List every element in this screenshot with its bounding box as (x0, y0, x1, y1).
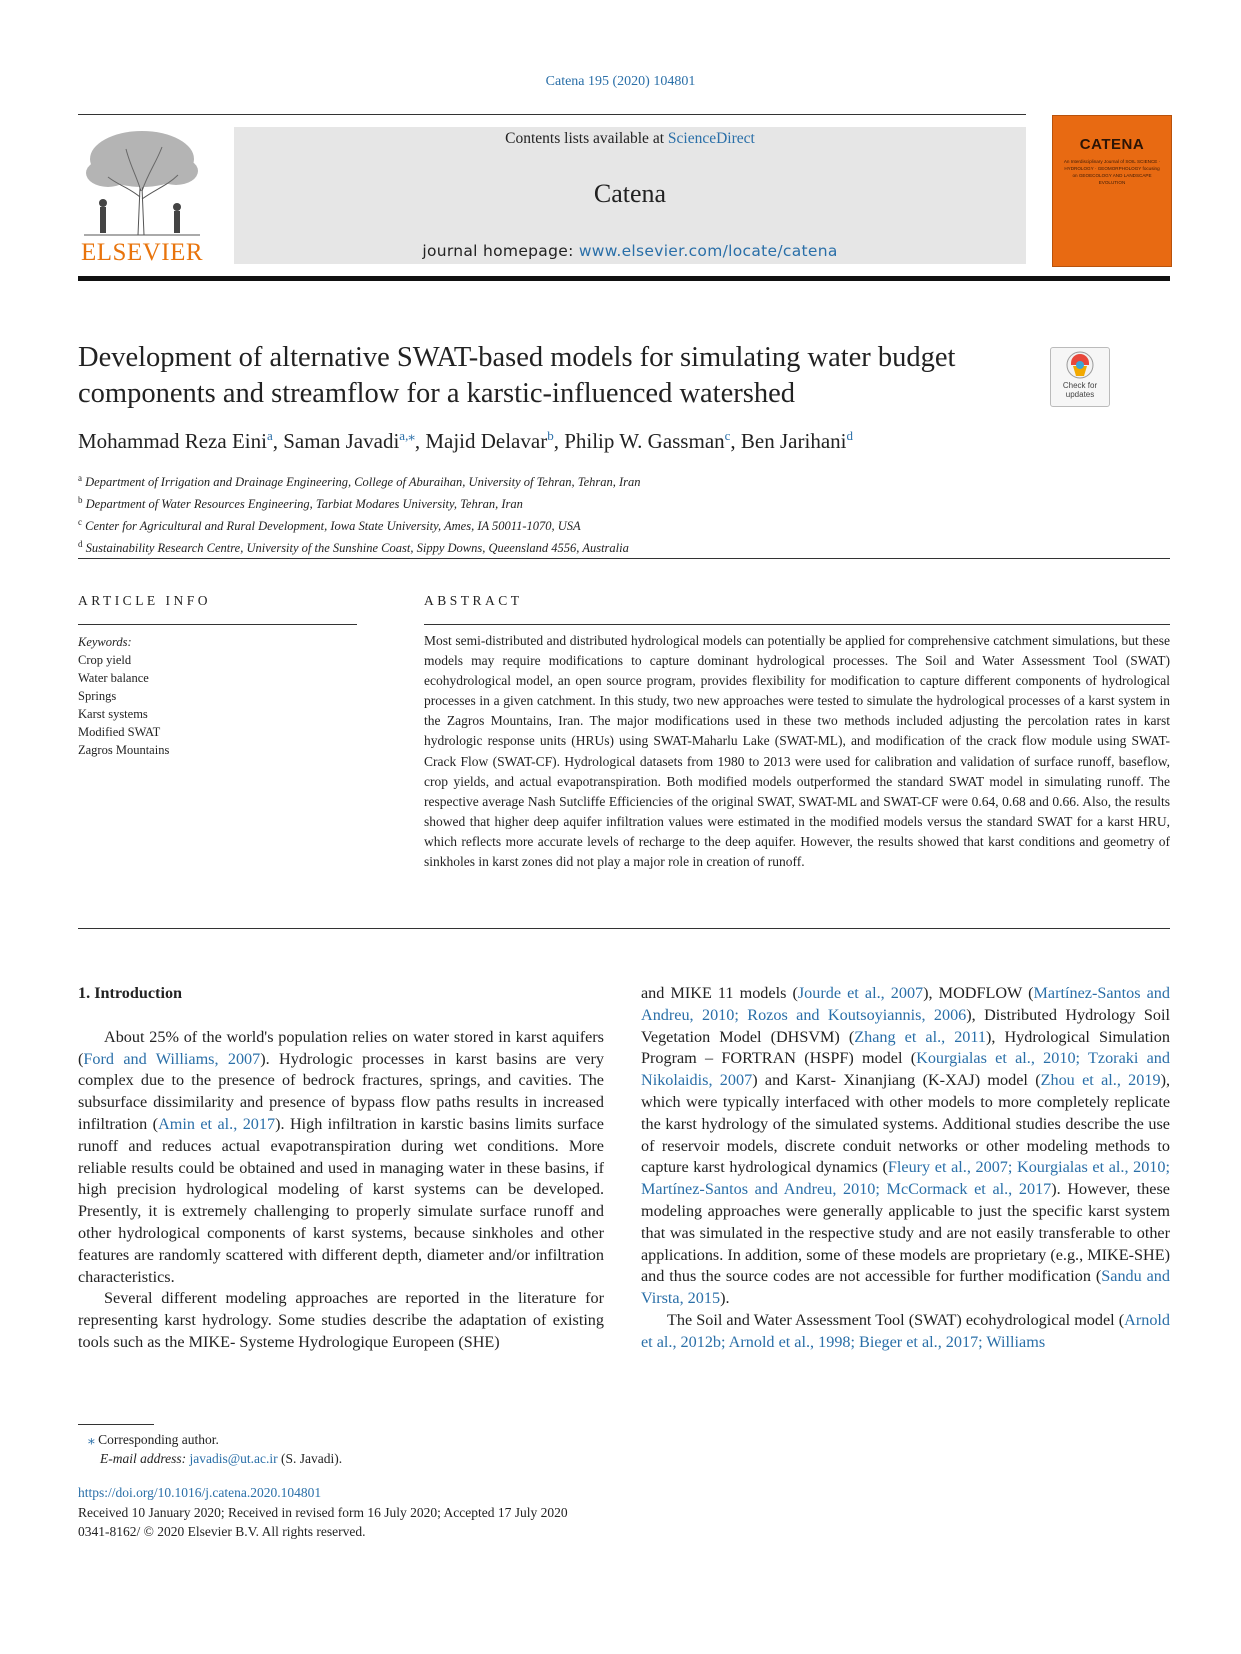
citation-link[interactable]: Fleury et al., 2007; Kourgialas et al., 2010; Martínez-Santos and Andreu, 2010; McCormack et al., 2017 (641, 1158, 1170, 1199)
journal-cover-thumbnail[interactable] (1052, 115, 1172, 267)
keywords-label: Keywords: (78, 635, 132, 649)
footnote-line (78, 1430, 678, 1449)
crossmark-label: Check for updates (1062, 381, 1098, 399)
sciencedirect-link[interactable]: ScienceDirect (667, 130, 755, 147)
citation-link[interactable]: Amin et al., 2017 (158, 1114, 276, 1133)
affiliation-key: d (78, 539, 83, 550)
corresponding-author-footnote (78, 1430, 678, 1468)
citation-link[interactable]: Martínez-Santos and Andreu, 2010; Rozos and Koutsoyiannis, 2006 (641, 984, 1170, 1024)
author[interactable] (425, 429, 553, 453)
footnote-mark: ⁎ (88, 1432, 95, 1447)
footnote-email-line (78, 1449, 678, 1468)
affiliation-key: c (78, 517, 82, 528)
article-history: Received 10 January 2020; Received in revised form 16 July 2020; Accepted 17 July 2020 (78, 1504, 568, 1520)
citation-link[interactable]: Kourgialas et al., 2010; Tzoraki and Nikolaidis, 2007 (641, 1049, 1170, 1090)
crossmark-icon (1051, 348, 1109, 382)
affiliation-text: Department of Water Resources Engineering, Tarbiat Modares University, Tehran, Iran (85, 497, 523, 512)
paragraph-text: About 25% of the world's population relies on water stored in karst aquifers ( (78, 1027, 604, 1068)
author[interactable] (78, 429, 273, 453)
keyword: Crop yield (78, 653, 132, 667)
check-for-updates-badge[interactable] (1050, 347, 1110, 407)
author-affiliation-mark[interactable]: d (846, 428, 853, 443)
homepage-prefix: journal homepage: (422, 242, 579, 260)
paragraph-text: ). (720, 1289, 730, 1308)
abstract-heading: ABSTRACT (424, 593, 523, 608)
body-column-left (78, 983, 604, 1354)
header-thick-rule (78, 276, 1170, 281)
affiliation-key: a (78, 473, 82, 483)
elsevier-tree-icon (78, 127, 206, 237)
elsevier-wordmark: ELSEVIER (80, 239, 204, 266)
affiliation-text: Sustainability Research Centre, University of the Sunshine Coast, Sippy Downs, Queensland 4556, Australia (85, 541, 629, 556)
author[interactable] (564, 429, 730, 453)
body-paragraph (641, 983, 1170, 1310)
journal-banner (234, 127, 1026, 264)
citation-link[interactable]: Jourde et al., 2007 (797, 984, 924, 1002)
elsevier-logo[interactable] (78, 127, 206, 267)
cover-title: CATENA (1079, 136, 1145, 153)
body-paragraph (78, 1027, 604, 1289)
author[interactable] (741, 429, 853, 453)
affiliation (78, 469, 978, 491)
paragraph-text: ). However, these modeling approaches were generally applicable to just the specific karst system that was simulated in the respective study and are not easily transferable to other applications. In addition, some of these models are proprietary (e.g., MIKE-SHE) and thus the source codes are not accessible for further modification ( (641, 1180, 1170, 1286)
body-paragraph (78, 1288, 604, 1353)
section-heading-introduction: 1. Introduction (78, 984, 183, 1002)
author-affiliation-mark[interactable]: a,⁎ (399, 428, 415, 443)
author-name: Majid Delavar (425, 429, 548, 453)
keyword: Karst systems (78, 707, 148, 721)
paragraph-text: ), Distributed Hydrology Soil Vegetation Model (DHSVM) ( (641, 1005, 1170, 1046)
paragraph-text: ), Hydrological Simulation Program – FORTRAN (HSPF) model ( (641, 1027, 1170, 1068)
author-affiliation-mark[interactable]: c (724, 428, 731, 443)
affiliation (78, 513, 978, 535)
body-paragraph (641, 1310, 1170, 1354)
citation-link[interactable]: Zhang et al., 2011 (854, 1027, 986, 1046)
author-name: Ben Jarihani (740, 429, 847, 453)
paragraph-text: ). Hydrologic processes in karst basins are very complex due to the presence of bedrock fractures, springs, and cavities. The subsurface dissimilarity and presence of bypass flow paths results in increased infiltration ( (78, 1049, 605, 1133)
author-name: Saman Javadi (283, 429, 400, 453)
abstract-text: Most semi-distributed and distributed hydrological models can potentially be applied for comprehensive catchment simulations, but these models may require modifications to capture dominant hydrological processes. The Soil and Water Assessment Tool (SWAT) ecohydrological model, an open source program, provides flexibility for modification to capture different components of hydrological processes in a given catchment. In this study, two new approaches were tested to simulate the hydrological processes of a karst system in the Zagros Mountains, Iran. The major modifications used in these two methods included adjusting the percolation rates in karst hydrologic response units (HRUs) using SWAT-Maharlu Lake (SWAT-ML), and modification of the crack flow module using SWAT-Crack Flow (SWAT-CF). Hydrological datasets from 1980 to 2013 were used for calibration and validation of surface runoff, baseflow, crop yields, and actual evapotranspiration. Both modified models outperformed the standard SWAT model in simulating runoff. The respective average Nash Sutcliffe Efficiencies of the original SWAT, SWAT-ML and SWAT-CF were 0.64, 0.68 and 0.66. Also, the results showed that higher deep aquifer infiltration values were estimated in the modified models versus the standard SWAT for a karst HRU, which reflects more accurate levels of recharge to the deep aquifer. However, the results showed that karst conditions and geometry of sinkholes in karst zones did not play a major role in creation of runoff. (424, 633, 1170, 870)
article-title (78, 340, 1038, 412)
paragraph-text: ), MODFLOW ( (923, 984, 1034, 1002)
contents-prefix: Contents lists available at (505, 130, 668, 147)
homepage-link[interactable]: www.elsevier.com/locate/catena (578, 242, 838, 260)
header-rule (78, 114, 1026, 115)
journal-citation[interactable]: Catena 195 (2020) 104801 (545, 74, 696, 89)
affiliation-key: b (78, 495, 83, 506)
citation-link[interactable]: Arnold et al., 2012b; Arnold et al., 1998; Bieger et al., 2017; Williams (641, 1310, 1170, 1351)
article-info-heading: ARTICLE INFO (78, 593, 212, 608)
title-line-1: Development of alternative SWAT-based models for simulating water budget (78, 342, 956, 373)
email-suffix: (S. Javadi). (277, 1451, 343, 1466)
author-list: Mohammad Reza Eini$^a$, Saman Javadi$^{a,⁎}$, Majid Delavar$^b$, Philip W. Gassman$^c$, Ben Jarihani$^d$ (78, 428, 853, 453)
affiliation (78, 535, 978, 557)
author-affiliation-mark[interactable]: a (266, 428, 273, 443)
paragraph-text: The Soil and Water Assessment Tool (SWAT) ecohydrological model ( (667, 1310, 1125, 1329)
author-name: Mohammad Reza Eini (78, 429, 267, 453)
paragraph-text: ). High infiltration in karstic basins limits surface runoff and reduces actual evapotranspiration during wet conditions. More reliable results could be obtained and used in managing water in these basins, if high precision hydrological modeling of karst systems can be developed. Presently, it is extremely challenging to properly simulate surface runoff and other hydrological components of karst systems, because sinkholes and other features are randomly scattered with different depth, diameter and/or infiltration characteristics. (78, 1114, 604, 1286)
email-link[interactable]: javadis@ut.ac.ir (189, 1451, 278, 1466)
journal-name: Catena (593, 179, 667, 208)
affiliation (78, 491, 978, 513)
paragraph-text: ) and Karst- Xinanjiang (K-XAJ) model ( (752, 1071, 1041, 1090)
section-rule (78, 558, 1170, 559)
keyword: Water balance (78, 671, 149, 685)
paragraph-text: Several different modeling approaches are reported in the literature for representing karst hydrology. Some studies describe the adaptation of existing tools such as the MIKE- Systeme Hydrologique Europeen (SHE) (78, 1289, 604, 1351)
copyright-line: 0341-8162/ © 2020 Elsevier B.V. All rights reserved. (78, 1524, 366, 1539)
keyword: Springs (78, 689, 117, 703)
citation-link[interactable]: Zhou et al., 2019 (1040, 1071, 1161, 1090)
article-info-rule (78, 624, 357, 625)
body-column-right (641, 983, 1170, 1354)
affiliation-text: Department of Irrigation and Drainage Engineering, College of Aburaihan, University of Tehran, Tehran, Iran (85, 475, 641, 490)
cover-subtitle: An Interdisciplinary Journal of SOIL SCIENCE · HYDROLOGY · GEOMORPHOLOGY focusing on GEOECOLOGY AND LANDSCAPE EVOLUTION (1063, 159, 1161, 185)
paragraph-text: ), which were typically interfaced with other models to more completely replicate the karst hydrology of the simulated systems. Additional studies describe the use of reservoir models, discrete conduit networks or other modeling methods to capture karst hydrological dynamics ( (641, 1071, 1170, 1177)
email-label: E-mail address: (100, 1451, 187, 1466)
keywords-block (78, 633, 357, 759)
title-line-2: components and streamflow for a karstic-influenced watershed (78, 378, 795, 409)
author-name: Philip W. Gassman (564, 429, 725, 453)
keyword: Modified SWAT (78, 725, 161, 739)
footnote-rule (78, 1424, 154, 1425)
publication-info (78, 1483, 878, 1542)
doi-link[interactable]: https://doi.org/10.1016/j.catena.2020.104801 (78, 1485, 322, 1500)
abstract-rule (424, 624, 1170, 625)
affiliation-list (78, 469, 978, 558)
affiliation-text: Center for Agricultural and Rural Development, Iowa State University, Ames, IA 50011-1070, USA (85, 519, 581, 534)
citation-link[interactable]: Sandu and Virsta, 2015 (641, 1267, 1170, 1308)
footnote-text: Corresponding author. (98, 1432, 219, 1447)
author-affiliation-mark[interactable]: b (547, 428, 554, 443)
paragraph-text: and MIKE 11 models ( (641, 984, 798, 1002)
journal-homepage (234, 242, 1026, 260)
author[interactable] (283, 429, 415, 453)
keyword: Zagros Mountains (78, 743, 170, 757)
citation-link[interactable]: Ford and Williams, 2007 (83, 1049, 261, 1068)
contents-line (234, 130, 1026, 148)
abstract-bottom-rule (78, 928, 1170, 929)
